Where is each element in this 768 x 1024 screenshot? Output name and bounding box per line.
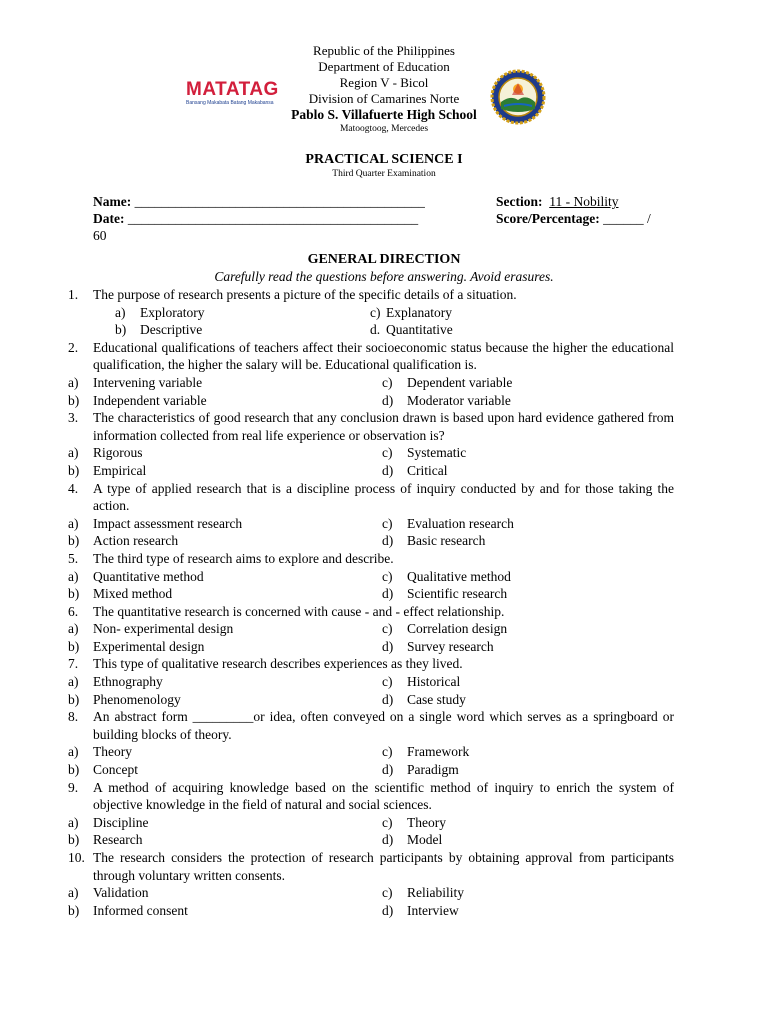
option-text: Framework	[407, 744, 470, 760]
option-letter: d)	[382, 586, 394, 602]
school-name: Pablo S. Villafuerte High School	[291, 107, 477, 122]
score-field-line: ______ /	[603, 211, 651, 226]
option-text: Quantitative method	[93, 568, 204, 584]
question-stem: The purpose of research presents a picture of the specific details of a situation.	[93, 287, 517, 302]
option-letter: d.	[370, 322, 381, 338]
option-text: Theory	[407, 814, 446, 830]
score-total-row	[93, 227, 683, 244]
option-letter: a)	[68, 568, 79, 584]
question-item	[0, 339, 768, 409]
question-item	[0, 286, 768, 339]
option-row	[0, 761, 768, 779]
option-row	[0, 568, 768, 586]
option-letter: b)	[68, 586, 80, 602]
option-letter: b)	[68, 691, 80, 707]
question-number: 6.	[68, 603, 79, 619]
option-text: Experimental design	[93, 638, 205, 654]
subject-title: PRACTICAL SCIENCE I	[305, 152, 463, 167]
option-row	[0, 743, 768, 761]
section-field	[496, 193, 619, 210]
score-total: 60	[93, 228, 107, 243]
name-label: Name:	[93, 194, 132, 209]
option-text: Historical	[407, 674, 461, 690]
option-row	[0, 691, 768, 709]
option-letter: b)	[68, 832, 80, 848]
option-letter: a)	[68, 621, 79, 637]
header-line-region: Region V - Bicol	[339, 75, 429, 90]
question-number: 4.	[68, 480, 79, 496]
option-row	[0, 585, 768, 603]
option-row	[0, 902, 768, 920]
option-text: Validation	[93, 885, 149, 901]
option-row	[0, 831, 768, 849]
question-stem: Educational qualifications of teachers affect their socioeconomic status because the higher the educational qualification, the higher the salary will be. Educational qualification is.	[93, 339, 674, 373]
option-letter: d)	[382, 832, 394, 848]
section-label: Section:	[496, 194, 543, 209]
question-item	[0, 779, 768, 849]
option-text: Theory	[93, 744, 132, 760]
option-letter: d)	[382, 762, 394, 778]
option-text: Informed consent	[93, 902, 188, 918]
direction-text: Carefully read the questions before answering. Avoid erasures.	[214, 269, 554, 284]
option-letter: b)	[68, 638, 80, 654]
question-stem: An abstract form _________or idea, often conveyed on a single word which serves as a springboard or building blocks of theory.	[93, 709, 674, 742]
option-text: Systematic	[407, 445, 467, 461]
option-text: Evaluation research	[407, 515, 514, 531]
option-letter: c)	[382, 621, 393, 637]
question-number: 3.	[68, 410, 79, 426]
header-line-department: Department of Education	[318, 59, 450, 74]
option-text: Moderator variable	[407, 392, 511, 408]
option-letter: a)	[68, 374, 79, 390]
question-stem: A type of applied research that is a discipline process of inquiry conducted by and for those taking the action.	[93, 480, 674, 514]
option-letter: c)	[382, 814, 393, 830]
option-text: Quantitative	[386, 322, 453, 338]
option-letter: b)	[115, 322, 127, 338]
section-value: 11 - Nobility	[549, 194, 619, 209]
option-text: Explanatory	[386, 304, 452, 320]
option-row	[0, 814, 768, 832]
option-text: Research	[93, 832, 143, 848]
option-text: Interview	[407, 902, 459, 918]
option-text: Phenomenology	[93, 691, 181, 707]
question-number: 9.	[68, 779, 79, 795]
option-letter: d)	[382, 691, 394, 707]
date-field-line: ___________________________________________	[127, 211, 419, 226]
question-number: 1.	[68, 287, 79, 302]
option-letter: d)	[382, 638, 394, 654]
question-number: 8.	[68, 709, 79, 725]
option-text: Concept	[93, 762, 138, 778]
question-item	[0, 480, 768, 550]
score-label: Score/Percentage:	[496, 211, 600, 226]
option-row	[0, 304, 768, 322]
option-letter: b)	[68, 462, 80, 478]
option-row	[0, 884, 768, 902]
option-text: Model	[407, 832, 443, 848]
option-text: Non- experimental design	[93, 621, 234, 637]
direction-heading: GENERAL DIRECTION	[307, 252, 461, 267]
name-row	[93, 193, 683, 210]
question-list	[0, 286, 768, 919]
option-row	[0, 462, 768, 480]
exam-title	[0, 152, 768, 180]
student-info	[93, 193, 683, 244]
question-item	[0, 409, 768, 479]
option-text: Reliability	[407, 885, 464, 901]
question-stem: The third type of research aims to explore and describe.	[93, 550, 394, 566]
option-text: Case study	[407, 691, 466, 707]
option-letter: a)	[68, 814, 79, 830]
option-letter: b)	[68, 392, 80, 408]
question-item	[0, 708, 768, 778]
option-row	[0, 532, 768, 550]
option-text: Qualitative method	[407, 568, 511, 584]
option-text: Empirical	[93, 462, 147, 478]
option-letter: d)	[382, 533, 394, 549]
option-text: Discipline	[93, 814, 149, 830]
option-row	[0, 515, 768, 533]
letterhead	[0, 43, 768, 136]
option-text: Basic research	[407, 533, 486, 549]
option-text: Exploratory	[140, 304, 205, 320]
option-text: Rigorous	[93, 445, 143, 461]
option-letter: c)	[382, 374, 393, 390]
option-letter: d)	[382, 462, 394, 478]
option-text: Intervening variable	[93, 374, 203, 390]
option-text: Mixed method	[93, 586, 173, 602]
option-letter: a)	[115, 304, 126, 320]
question-number: 10.	[68, 850, 85, 865]
matatag-tagline: Bansang Makabata Batang Makabansa	[186, 100, 274, 106]
option-text: Critical	[407, 462, 448, 478]
option-letter: d)	[382, 392, 394, 408]
option-text: Survey research	[407, 638, 494, 654]
question-item	[0, 603, 768, 656]
option-letter: a)	[68, 885, 79, 901]
question-stem: This type of qualitative research describes experiences as they lived.	[93, 656, 463, 672]
option-letter: c)	[382, 885, 393, 901]
option-letter: c)	[370, 304, 381, 320]
matatag-wordmark: MATATAG	[186, 79, 279, 100]
option-letter: b)	[68, 533, 80, 549]
option-text: Descriptive	[140, 322, 203, 338]
option-row	[0, 321, 768, 339]
option-letter: c)	[382, 445, 393, 461]
option-letter: c)	[382, 744, 393, 760]
option-text: Independent variable	[93, 392, 207, 408]
score-field	[496, 210, 651, 227]
option-letter: b)	[68, 902, 80, 918]
option-letter: d)	[382, 902, 394, 918]
option-row	[0, 374, 768, 392]
option-letter: b)	[68, 762, 80, 778]
date-row	[93, 210, 683, 227]
question-number: 5.	[68, 550, 79, 566]
question-number: 7.	[68, 656, 79, 672]
option-letter: a)	[68, 744, 79, 760]
option-text: Ethnography	[93, 674, 163, 690]
question-number: 2.	[68, 339, 79, 355]
option-text: Scientific research	[407, 586, 508, 602]
option-text: Impact assessment research	[93, 515, 243, 531]
option-row	[0, 673, 768, 691]
option-letter: c)	[382, 568, 393, 584]
option-text: Action research	[93, 533, 179, 549]
option-row	[0, 620, 768, 638]
exam-subtitle: Third Quarter Examination	[332, 169, 436, 179]
question-stem: The research considers the protection of research participants by obtaining approval from participants through voluntary written consents.	[93, 850, 674, 883]
option-letter: a)	[68, 674, 79, 690]
option-row	[0, 444, 768, 462]
question-item	[0, 849, 768, 919]
question-item	[0, 550, 768, 603]
option-letter: a)	[68, 515, 79, 531]
question-item	[0, 655, 768, 708]
name-field-line: ___________________________________________	[134, 194, 425, 209]
question-stem: A method of acquiring knowledge based on the scientific method of inquiry to enrich the system of objective knowledge in the field of natural and social sciences.	[93, 779, 674, 813]
option-letter: a)	[68, 445, 79, 461]
option-letter: c)	[382, 674, 393, 690]
general-direction	[0, 251, 768, 285]
option-letter: c)	[382, 515, 393, 531]
option-row	[0, 638, 768, 656]
school-address: Matoogtoog, Mercedes	[339, 124, 429, 134]
header-line-republic: Republic of the Philippines	[313, 43, 455, 58]
option-text: Dependent variable	[407, 374, 513, 390]
option-text: Paradigm	[407, 762, 459, 778]
date-label: Date:	[93, 211, 125, 226]
option-row	[0, 392, 768, 410]
question-stem: The characteristics of good research that any conclusion drawn is based upon hard evidence gathered from information collected from real life experience or observation is?	[93, 410, 674, 443]
option-text: Correlation design	[407, 621, 508, 637]
header-line-division: Division of Camarines Norte	[308, 91, 460, 106]
question-stem: The quantitative research is concerned with cause - and - effect relationship.	[93, 603, 505, 619]
